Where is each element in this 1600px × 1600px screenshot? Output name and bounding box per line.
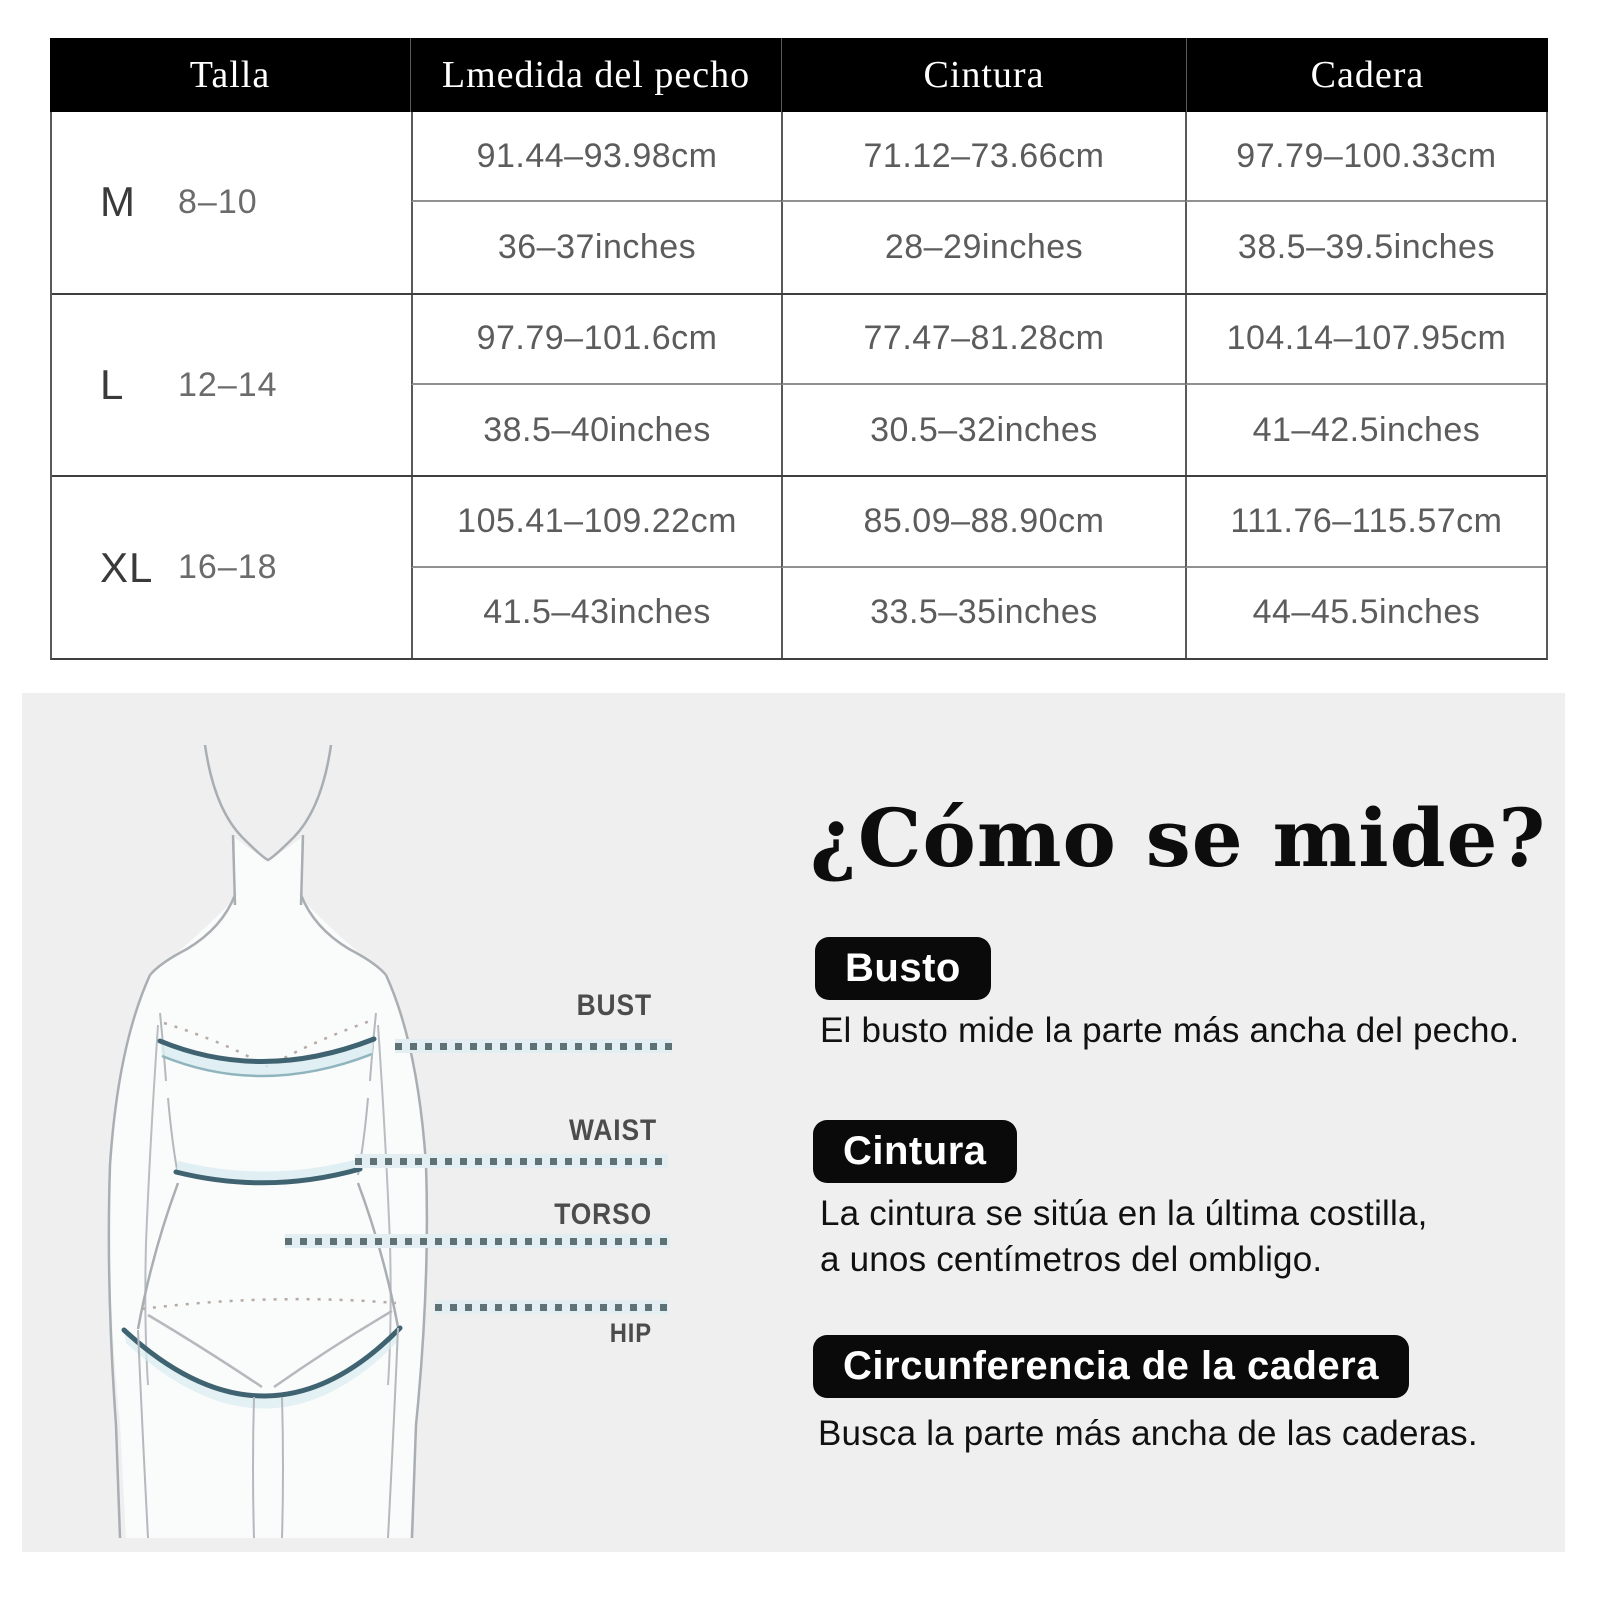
bust-inch-cell: 36–37inches <box>411 202 781 292</box>
hip-inch-cell: 41–42.5inches <box>1185 385 1546 475</box>
size-chart-body <box>50 112 1548 660</box>
hip-dotted-line <box>435 1300 668 1314</box>
cintura-description <box>820 1191 1428 1283</box>
bust-label: BUST <box>576 989 652 1022</box>
table-row-size-l <box>52 293 1546 476</box>
waist-inch-cell: 28–29inches <box>781 202 1185 292</box>
waist-dotted-line <box>355 1154 668 1168</box>
hip-cm-cell: 97.79–100.33cm <box>1185 112 1546 202</box>
size-cell-l <box>52 295 411 476</box>
column-header-cintura: Cintura <box>781 38 1186 112</box>
size-cell-m <box>52 112 411 293</box>
measure-guide-panel <box>22 693 1565 1552</box>
body-silhouette <box>109 838 427 1538</box>
waist-cm-cell: 71.12–73.66cm <box>781 112 1185 202</box>
size-letter: M <box>100 178 136 226</box>
column-header-pecho: Lmedida del pecho <box>410 38 781 112</box>
guide-title: ¿Cómo se mide? <box>810 791 1547 885</box>
size-chart-table <box>50 38 1548 660</box>
size-range: 12–14 <box>178 365 278 404</box>
cintura-description-line1: La cintura se sitúa en la última costilla, <box>820 1194 1428 1233</box>
cadera-badge: Circunferencia de la cadera <box>813 1335 1409 1398</box>
jaw-outline <box>205 745 331 860</box>
waist-inch-cell: 33.5–35inches <box>781 568 1185 658</box>
hip-inch-cell: 44–45.5inches <box>1185 568 1546 658</box>
bust-inch-cell: 41.5–43inches <box>411 568 781 658</box>
cintura-description-line2: a unos centímetros del ombligo. <box>820 1240 1323 1279</box>
size-range: 8–10 <box>178 182 258 221</box>
body-figure-illustration <box>102 723 442 1543</box>
hip-inch-cell: 38.5–39.5inches <box>1185 202 1546 292</box>
cintura-badge: Cintura <box>813 1120 1017 1183</box>
bust-inch-cell: 38.5–40inches <box>411 385 781 475</box>
hip-cm-cell: 111.76–115.57cm <box>1185 477 1546 567</box>
size-letter: L <box>100 361 125 408</box>
bust-cm-cell: 97.79–101.6cm <box>411 295 781 385</box>
size-letter: XL <box>100 543 154 591</box>
bust-dotted-line <box>395 1039 672 1053</box>
column-header-cadera: Cadera <box>1186 38 1548 112</box>
torso-dotted-line <box>285 1234 670 1248</box>
hip-cm-cell: 104.14–107.95cm <box>1185 295 1546 385</box>
table-row-size-m <box>52 112 1546 293</box>
waist-label: WAIST <box>569 1114 657 1147</box>
column-header-talla: Talla <box>189 54 271 96</box>
cadera-description: Busca la parte más ancha de las caderas. <box>818 1414 1478 1453</box>
size-cell-xl <box>52 477 411 658</box>
busto-badge: Busto <box>815 937 991 1000</box>
waist-cm-cell: 85.09–88.90cm <box>781 477 1185 567</box>
waist-cm-cell: 77.47–81.28cm <box>781 295 1185 385</box>
busto-description: El busto mide la parte más ancha del pecho. <box>820 1011 1520 1050</box>
torso-label: TORSO <box>554 1198 652 1231</box>
waist-inch-cell: 30.5–32inches <box>781 385 1185 475</box>
bust-cm-cell: 105.41–109.22cm <box>411 477 781 567</box>
size-range: 16–18 <box>178 548 278 587</box>
bust-cm-cell: 91.44–93.98cm <box>411 112 781 202</box>
hip-label: HIP <box>609 1318 652 1348</box>
table-row-size-xl <box>52 475 1546 658</box>
size-chart-header-row <box>50 38 1548 112</box>
